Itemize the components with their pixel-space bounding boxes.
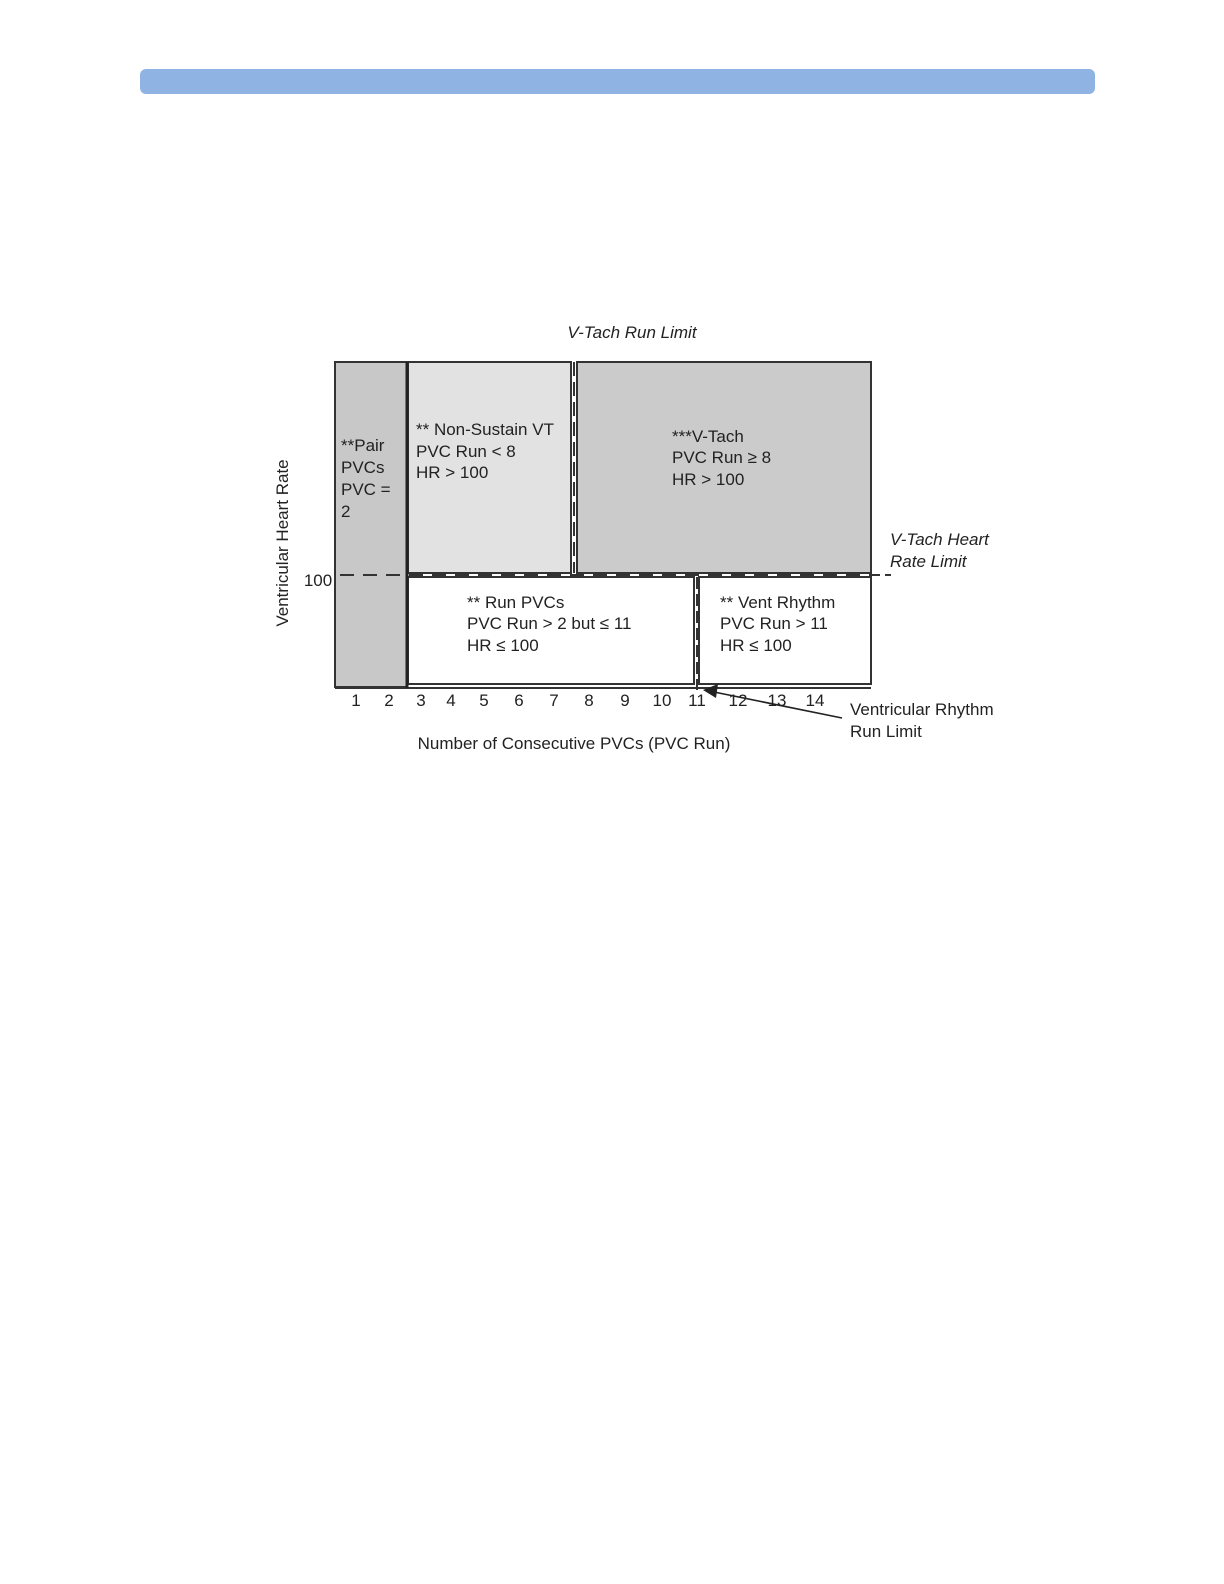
x-tick: 6 [514,691,524,710]
pair-line-1: **Pair [341,436,385,455]
x-tick: 12 [728,691,748,710]
rhythm-limit-label-line-2: Run Limit [850,722,922,741]
x-tick: 5 [479,691,489,710]
x-tick: 4 [446,691,456,710]
hr-limit-label [890,530,990,571]
x-tick: 11 [688,691,706,710]
run-pvcs-line-3: HR ≤ 100 [467,636,539,655]
x-tick: 2 [384,691,394,710]
run-pvcs-line-2: PVC Run > 2 but ≤ 11 [467,614,632,633]
non-sustain-line-2: PVC Run < 8 [416,442,516,461]
non-sustain-line-1: ** Non-Sustain VT [416,420,554,439]
x-tick: 1 [351,691,361,710]
hr-limit-label-line-1: V-Tach Heart [890,530,989,549]
vent-rhythm-line-1: ** Vent Rhythm [720,593,836,612]
vtach-line-3: HR > 100 [672,470,745,489]
y-axis-label: Ventricular Heart Rate [273,459,292,627]
x-tick: 9 [620,691,630,710]
x-tick: 8 [584,691,594,710]
pair-pvcs-region [335,362,407,687]
vtach-line-2: PVC Run ≥ 8 [672,448,772,467]
vtach-line-1: ***V-Tach [672,427,744,446]
x-tick: 3 [416,691,426,710]
rhythm-limit-label-line-1: Ventricular Rhythm [850,700,994,719]
pair-line-3: PVC = [341,480,391,499]
y-tick-100: 100 [303,571,333,590]
pair-line-4: 2 [341,502,351,521]
run-pvcs-line-1: ** Run PVCs [467,593,565,612]
hr-limit-label-line-2: Rate Limit [890,552,967,571]
rhythm-limit-label [850,700,994,741]
vent-rhythm-line-3: HR ≤ 100 [720,636,792,655]
vtach-run-limit-label: V-Tach Run Limit [567,323,697,342]
x-tick: 10 [652,691,672,710]
x-axis-label: Number of Consecutive PVCs (PVC Run) [417,734,731,753]
x-tick: 13 [767,691,787,710]
vent-rhythm-line-2: PVC Run > 11 [720,614,828,633]
x-tick: 7 [549,691,559,710]
x-tick: 14 [805,691,825,710]
non-sustain-line-3: HR > 100 [416,463,489,482]
pair-line-2: PVCs [341,458,385,477]
vtach-region [577,362,871,573]
